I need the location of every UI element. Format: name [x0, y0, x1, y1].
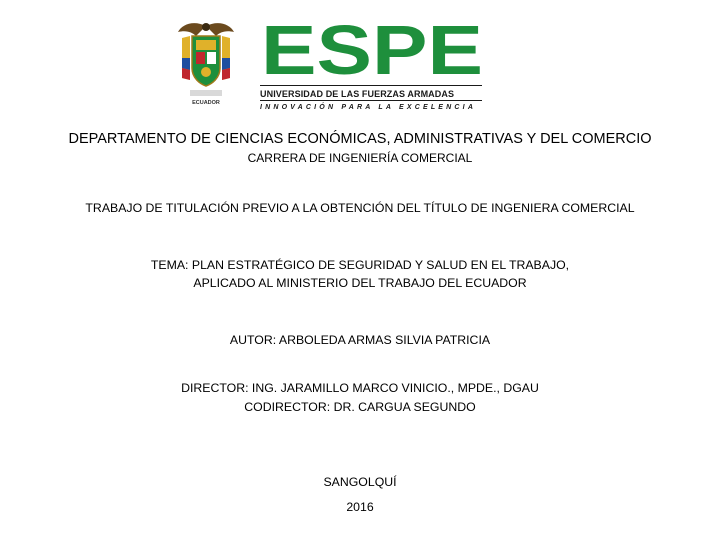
place-line: SANGOLQUÍ	[323, 475, 397, 489]
topic-line-1: TEMA: PLAN ESTRATÉGICO DE SEGURIDAD Y SALUD EN EL TRABAJO,	[150, 258, 570, 272]
espe-wordmark	[260, 16, 484, 82]
director-line: DIRECTOR: ING. JARAMILLO MARCO VINICIO., MPDE., DGAU	[181, 381, 539, 395]
espe-logo	[176, 16, 486, 111]
codirector-line: CODIRECTOR: DR. CARGUA SEGUNDO	[244, 400, 476, 414]
logo-tagline: INNOVACIÓN PARA LA EXCELENCIA	[260, 104, 477, 111]
logo-subtitle: UNIVERSIDAD DE LAS FUERZAS ARMADAS	[260, 89, 455, 99]
seal-caption: ECUADOR	[192, 100, 220, 106]
department-heading: DEPARTAMENTO DE CIENCIAS ECONÓMICAS, ADMINISTRATIVAS Y DEL COMERCIO	[68, 131, 652, 147]
work-title: TRABAJO DE TITULACIÓN PREVIO A LA OBTENCIÓN DEL TÍTULO DE INGENIERA COMERCIAL	[85, 201, 635, 215]
career-heading: CARRERA DE INGENIERÍA COMERCIAL	[247, 151, 473, 165]
year-line: 2016	[346, 500, 374, 514]
espe-wordmark-text: ESPE	[261, 16, 483, 82]
author-line: AUTOR: ARBOLEDA ARMAS SILVIA PATRICIA	[229, 333, 491, 347]
topic-line-2: APLICADO AL MINISTERIO DEL TRABAJO DEL ECUADOR	[193, 276, 527, 290]
university-seal-icon	[176, 18, 236, 106]
logo-divider-top	[260, 85, 482, 86]
logo-divider-bottom	[260, 100, 482, 101]
